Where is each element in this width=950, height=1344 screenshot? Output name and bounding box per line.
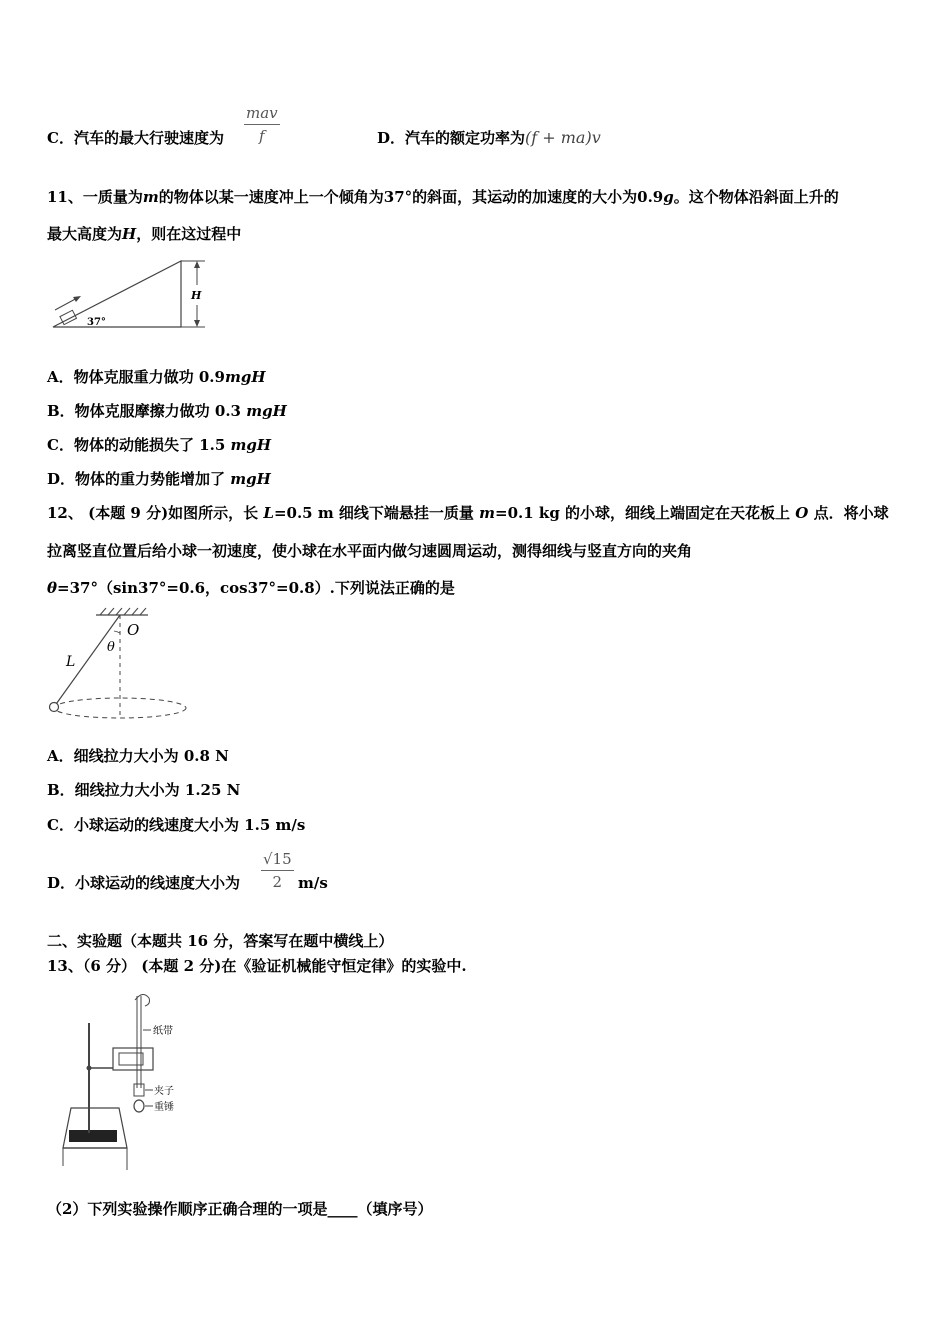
q12-option-c: C．小球运动的线速度大小为 1.5 m/s [47, 816, 306, 834]
q10-option-d: D．汽车的额定功率为(f + ma)v [377, 128, 601, 147]
q12-option-d: D．小球运动的线速度大小为 [47, 874, 241, 892]
q13-stem: 13、（6 分） (本题 2 分)在《验证机械能守恒定律》的实验中. [47, 957, 467, 975]
pendulum-diagram [44, 605, 194, 723]
label-weight: 重锤 [154, 1102, 174, 1113]
q12-stem-line-2: 拉离竖直位置后给小球一初速度，使小球在水平面内做匀速圆周运动，测得细线与竖直方向的夹角 [47, 542, 693, 560]
ball [50, 703, 59, 712]
q13-part-2: （2）下列实验操作顺序正确合理的一项是____（填序号） [47, 1200, 433, 1218]
q12-option-d-unit: m/s [298, 874, 328, 892]
q12-stem-line-3: θ=37°（sin37°=0.6，cos37°=0.8）.下列说法正确的是 [47, 579, 455, 597]
q10-option-c: C．汽车的最大行驶速度为 [47, 129, 224, 147]
theta-label: θ [107, 640, 115, 655]
label-clip: 夹子 [154, 1086, 174, 1097]
ceiling-hatch [100, 608, 146, 615]
incline-angle-label: 37° [87, 317, 106, 328]
incline-height-label: H [191, 289, 202, 302]
incline-triangle [53, 261, 181, 327]
q10-option-d-formula: (f + ma)v [525, 128, 601, 147]
incline-diagram [47, 255, 217, 335]
q11-stem-line-2: 最大高度为H，则在这过程中 [47, 225, 242, 243]
string [54, 615, 120, 707]
length-label: L [66, 654, 76, 670]
q12-option-a: A．细线拉力大小为 0.8 N [47, 747, 229, 765]
clip [134, 1084, 144, 1096]
q11-stem-line-1: 11、一质量为m的物体以某一速度冲上一个倾角为37°的斜面，其运动的加速度的大小为0.9g。这个物体沿斜面上升的 [47, 188, 839, 206]
q10-option-c-fraction: mav f [246, 104, 278, 145]
label-paper-tape: 纸带 [153, 1026, 173, 1037]
section-title: 二、实验题（本题共 16 分，答案写在题中横线上） [47, 932, 394, 950]
q11-option-a: A．物体克服重力做功 0.9mgH [47, 368, 266, 386]
q11-option-b: B．物体克服摩擦力做功 0.3 mgH [47, 402, 287, 420]
q11-option-c: C．物体的动能损失了 1.5 mgH [47, 436, 272, 454]
q12-option-d-fraction: √15 2 [263, 850, 292, 891]
q12-stem-line-1: 12、 (本题 9 分)如图所示，长 L=0.5 m 细线下端悬挂一质量 m=0.1 kg 的小球，细线上端固定在天花板上 O 点．将小球 [47, 504, 889, 522]
base-block [69, 1130, 117, 1142]
q11-option-d: D．物体的重力势能增加了 mgH [47, 470, 271, 488]
q12-option-b: B．细线拉力大小为 1.25 N [47, 781, 241, 799]
block [60, 310, 77, 324]
point-o-label: O [127, 621, 140, 639]
apparatus-diagram [55, 988, 195, 1173]
weight [134, 1100, 144, 1112]
